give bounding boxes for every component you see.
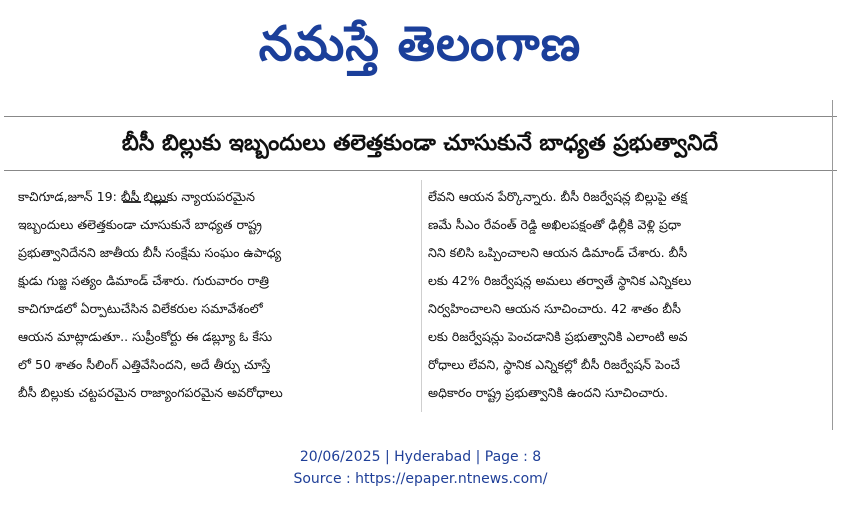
body-line: బీసీ బిల్లుకు చట్టపరమైన రాజ్యాంగపరమైన అవరోధాలు [18, 385, 283, 400]
column-divider [421, 180, 422, 412]
body-line: అధికారం రాష్ట్ర ప్రభుత్వానికి ఉందని సూచించారు. [428, 385, 669, 400]
body-line: నిని కలిసి ఒప్పించాలని ఆయన డిమాండ్ చేశారు. బీసీ [428, 245, 688, 260]
top-divider [4, 116, 837, 117]
body-line: లేవని ఆయన పేర్కొన్నారు. బీసీ రిజర్వేషన్ల బిల్లుపై తక్ష [428, 189, 688, 204]
body-line: లకు 42% రిజర్వేషన్ల అమలు తర్వాతే స్థానిక ఎన్నికలు [428, 273, 692, 288]
body-line: ప్రభుత్వానిదేనని జాతీయ బీసీ సంక్షేమ సంఘం ఉపాధ్య [18, 245, 282, 260]
body-line: కాచిగూడలో ఏర్పాటుచేసిన విలేకరుల సమావేశంలో [18, 301, 263, 316]
body-line: రోధాలు లేవని, స్థానిక ఎన్నికల్లో బీసీ రిజర్వేషన్ పెంచే [428, 357, 681, 372]
body-line: లో 50 శాతం సీలింగ్ ఎత్తివేసిందని, అదే తీర్పు చూస్తే [18, 357, 271, 372]
footer-date-edition: 20/06/2025 | Hyderabad | Page : 8 [299, 449, 542, 465]
page-footer [0, 446, 841, 490]
body-line: ఇబ్బందులు తలెత్తకుండా చూసుకునే బాధ్యత రాష్ట్ర [18, 217, 262, 232]
body-line: నిర్వహించాలని ఆయన సూచించారు. 42 శాతం బీసీ [428, 301, 681, 316]
article-headline: బీసీ బిల్లుకు ఇబ్బందులు తలెత్తకుండా చూసుకునే బాధ్యత ప్రభుత్వానిదే [121, 131, 719, 156]
body-line: ణమే సీఎం రేవంత్ రెడ్డి అఖిలపక్షంతో ఢిల్లీకి వెళ్లి ప్రధా [428, 217, 682, 232]
footer-source: Source : https://epaper.ntnews.com/ [293, 471, 548, 487]
article-clipping [0, 100, 841, 430]
article-column-left [18, 183, 416, 407]
body-line: క్షుడు గుజ్జ సత్యం డిమాండ్ చేశారు. గురువారం రాత్రి [18, 273, 269, 288]
article-column-right [428, 183, 826, 407]
newspaper-masthead [0, 0, 841, 100]
body-line: కాచిగూడ,జూన్ 19: బీసీ బిల్లుకు న్యాయపరమైన [18, 189, 255, 204]
newspaper-logo: నమస్తే తెలంగాణ [258, 16, 582, 72]
body-line: ఆయన మాట్లాడుతూ.. సుప్రీంకోర్టు ఈ డబ్ల్యూ ఓ కేసు [18, 329, 273, 344]
body-line: లకు రిజర్వేషన్లు పెంచడానికి ప్రభుత్వానికి ఎలాంటి అవ [428, 329, 688, 344]
right-edge-rule [832, 100, 833, 430]
headline-divider [4, 170, 837, 171]
